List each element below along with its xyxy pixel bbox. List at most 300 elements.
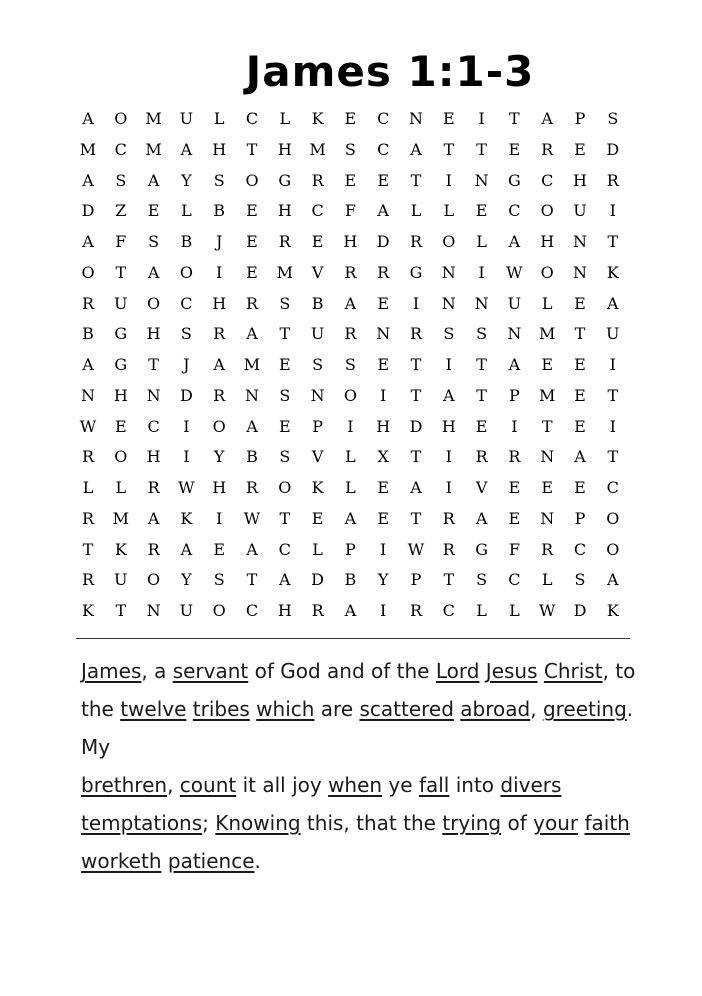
grid-letter[interactable]: E xyxy=(508,478,521,497)
grid-letter[interactable]: L xyxy=(476,232,487,251)
grid-letter[interactable]: O xyxy=(114,447,128,467)
grid-letter[interactable]: C xyxy=(180,293,193,313)
grid-letter[interactable]: P xyxy=(574,109,586,128)
grid-letter[interactable]: S xyxy=(344,139,356,159)
grid-letter[interactable]: M xyxy=(276,262,293,282)
grid-letter[interactable]: E xyxy=(311,232,324,251)
grid-letter[interactable]: S xyxy=(279,385,291,405)
grid-letter[interactable]: T xyxy=(279,324,291,344)
grid-letter[interactable]: B xyxy=(344,570,357,590)
grid-letter[interactable]: S xyxy=(574,570,586,590)
grid-letter[interactable]: L xyxy=(410,201,422,221)
grid-letter[interactable]: Y xyxy=(181,570,192,590)
grid-letter[interactable]: C xyxy=(442,601,455,620)
grid-letter[interactable]: N xyxy=(245,385,259,405)
grid-letter[interactable]: A xyxy=(410,139,422,159)
grid-letter[interactable]: D xyxy=(179,385,193,405)
grid-letter[interactable]: B xyxy=(213,201,226,221)
grid-letter[interactable]: G xyxy=(508,170,521,190)
grid-letter[interactable]: N xyxy=(573,232,587,251)
passage-text: . xyxy=(254,849,261,873)
grid-letter[interactable]: S xyxy=(443,324,455,344)
grid-letter[interactable]: E xyxy=(475,201,488,221)
grid-letter[interactable]: R xyxy=(278,232,291,251)
grid-letter[interactable]: J xyxy=(215,232,223,251)
grid-letter[interactable]: S xyxy=(213,170,225,190)
grid-letter[interactable]: E xyxy=(574,385,586,405)
grid-letter[interactable]: D xyxy=(311,570,324,590)
grid-letter[interactable]: E xyxy=(246,232,258,251)
grid-letter[interactable]: R xyxy=(409,601,423,620)
grid-letter[interactable]: N xyxy=(540,508,555,528)
grid-letter[interactable]: N xyxy=(573,262,587,282)
grid-letter[interactable]: F xyxy=(115,232,127,251)
grid-letter[interactable]: N xyxy=(81,385,95,405)
grid-letter[interactable]: S xyxy=(312,355,324,374)
grid-letter[interactable]: X xyxy=(377,447,389,467)
grid-letter[interactable]: Y xyxy=(213,447,225,467)
grid-letter[interactable]: D xyxy=(409,416,423,436)
grid-letter[interactable]: L xyxy=(115,478,127,497)
grid-letter[interactable]: D xyxy=(376,232,390,251)
grid-letter[interactable]: R xyxy=(344,262,357,282)
grid-letter[interactable]: S xyxy=(607,109,619,128)
grid-letter[interactable]: E xyxy=(574,293,586,313)
grid-letter[interactable]: A xyxy=(213,355,225,374)
grid-letter[interactable]: E xyxy=(213,539,226,559)
grid-letter[interactable]: E xyxy=(377,508,390,528)
grid-letter[interactable]: H xyxy=(212,139,227,159)
grid-letter[interactable]: E xyxy=(246,262,258,282)
grid-letter[interactable]: N xyxy=(540,447,555,467)
grid-letter[interactable]: A xyxy=(607,293,619,313)
grid-letter[interactable]: L xyxy=(279,109,291,128)
grid-letter[interactable]: I xyxy=(478,262,485,282)
grid-letter[interactable]: S xyxy=(344,355,356,374)
grid-letter[interactable]: R xyxy=(508,447,521,467)
grid-letter[interactable]: O xyxy=(147,293,161,313)
grid-letter[interactable]: U xyxy=(606,324,620,344)
grid-letter[interactable]: K xyxy=(311,478,324,497)
grid-letter[interactable]: A xyxy=(246,324,258,344)
grid-letter[interactable]: K xyxy=(311,109,324,128)
grid-letter[interactable]: E xyxy=(377,478,390,497)
grid-letter[interactable]: A xyxy=(443,385,455,405)
grid-letter[interactable]: G xyxy=(475,539,488,559)
grid-letter[interactable]: N xyxy=(409,109,423,128)
grid-letter[interactable]: C xyxy=(573,539,587,559)
grid-letter[interactable]: C xyxy=(377,139,390,159)
grid-letter[interactable]: T xyxy=(607,232,619,251)
grid-letter[interactable]: E xyxy=(574,139,586,159)
grid-letter[interactable]: D xyxy=(573,601,587,620)
grid-letter[interactable]: N xyxy=(310,385,325,405)
grid-letter[interactable]: U xyxy=(507,293,522,313)
grid-letter[interactable]: L xyxy=(82,478,94,497)
grid-letter[interactable]: A xyxy=(82,109,94,128)
grid-letter[interactable]: C xyxy=(245,109,259,128)
grid-letter[interactable]: S xyxy=(148,232,160,251)
grid-row xyxy=(72,319,632,349)
grid-letter[interactable]: F xyxy=(344,201,356,221)
grid-letter[interactable]: A xyxy=(475,508,488,528)
grid-letter[interactable]: I xyxy=(380,385,387,405)
grid-letter[interactable]: A xyxy=(607,570,619,590)
grid-letter[interactable]: O xyxy=(212,416,226,436)
grid-letter[interactable]: L xyxy=(509,601,520,620)
grid-letter[interactable]: O xyxy=(606,508,620,528)
grid-letter[interactable]: T xyxy=(607,447,619,467)
grid-letter[interactable]: C xyxy=(606,478,619,497)
grid-letter[interactable]: O xyxy=(540,201,554,221)
grid-letter[interactable]: A xyxy=(344,293,357,313)
passage-text: , a xyxy=(141,659,173,683)
grid-letter[interactable]: Y xyxy=(377,570,389,590)
grid-letter[interactable]: A xyxy=(344,508,357,528)
grid-letter[interactable]: N xyxy=(441,293,456,313)
grid-letter[interactable]: N xyxy=(441,262,456,282)
grid-letter[interactable]: C xyxy=(311,201,324,221)
grid-letter[interactable]: O xyxy=(245,170,259,190)
grid-letter[interactable]: H xyxy=(573,170,587,190)
grid-letter[interactable]: U xyxy=(114,570,128,590)
grid-letter[interactable]: R xyxy=(81,570,95,590)
grid-letter[interactable]: M xyxy=(538,324,556,344)
grid-letter[interactable]: G xyxy=(409,262,423,282)
grid-letter[interactable]: O xyxy=(442,232,456,251)
grid-letter[interactable]: P xyxy=(410,570,422,590)
grid-letter[interactable]: R xyxy=(344,324,357,344)
search-word: James xyxy=(81,659,142,683)
grid-letter[interactable]: A xyxy=(344,601,357,620)
grid-letter[interactable]: R xyxy=(442,508,455,528)
grid-letter[interactable]: R xyxy=(245,478,259,497)
grid-letter[interactable]: S xyxy=(279,447,291,467)
grid-letter[interactable]: R xyxy=(81,293,95,313)
grid-letter[interactable]: A xyxy=(541,109,553,128)
grid-letter[interactable]: N xyxy=(146,385,161,405)
grid-letter[interactable]: W xyxy=(79,416,97,436)
grid-letter[interactable]: R xyxy=(541,139,554,159)
grid-letter[interactable]: K xyxy=(82,601,94,620)
grid-letter[interactable]: L xyxy=(541,570,553,590)
grid-letter[interactable]: K xyxy=(114,539,127,559)
grid-letter[interactable]: A xyxy=(147,508,160,528)
grid-letter[interactable]: C xyxy=(278,539,291,559)
grid-letter[interactable]: T xyxy=(246,139,258,159)
grid-letter[interactable]: I xyxy=(380,539,387,559)
grid-letter[interactable]: O xyxy=(81,262,95,282)
grid-letter[interactable]: I xyxy=(445,170,452,190)
grid-letter[interactable]: H xyxy=(376,416,391,436)
grid-letter[interactable]: T xyxy=(476,139,487,159)
grid-letter[interactable]: A xyxy=(410,478,422,497)
grid-letter[interactable]: T xyxy=(410,385,422,405)
grid-letter[interactable]: I xyxy=(511,416,518,436)
grid-letter[interactable]: E xyxy=(541,478,554,497)
grid-letter[interactable]: S xyxy=(115,170,127,190)
grid-letter[interactable]: P xyxy=(574,508,586,528)
grid-letter[interactable]: I xyxy=(216,508,223,528)
grid-letter[interactable]: R xyxy=(213,324,226,344)
grid-letter[interactable]: O xyxy=(278,478,292,497)
grid-letter[interactable]: A xyxy=(574,447,586,467)
grid-letter[interactable]: U xyxy=(179,601,194,620)
grid-letter[interactable]: U xyxy=(573,201,587,221)
grid-letter[interactable]: M xyxy=(145,139,162,159)
grid-letter[interactable]: P xyxy=(345,539,356,559)
grid-letter[interactable]: T xyxy=(476,385,487,405)
grid-letter[interactable]: I xyxy=(380,601,387,620)
grid-letter[interactable]: C xyxy=(541,170,554,190)
grid-letter[interactable]: E xyxy=(508,508,521,528)
grid-letter[interactable]: E xyxy=(574,478,586,497)
grid-letter[interactable]: H xyxy=(113,385,128,405)
grid-letter[interactable]: I xyxy=(216,262,223,282)
grid-letter[interactable]: F xyxy=(508,539,520,559)
grid-letter[interactable]: S xyxy=(213,570,225,590)
grid-letter[interactable]: R xyxy=(147,478,160,497)
grid-letter[interactable]: M xyxy=(243,355,261,374)
grid-letter[interactable]: H xyxy=(540,232,555,251)
grid-letter[interactable]: A xyxy=(82,355,94,374)
grid-letter[interactable]: A xyxy=(180,139,193,159)
grid-letter[interactable]: G xyxy=(278,170,292,190)
grid-letter[interactable]: R xyxy=(606,170,619,190)
grid-letter[interactable]: M xyxy=(309,139,326,159)
grid-letter[interactable]: R xyxy=(311,601,324,620)
grid-letter[interactable]: S xyxy=(180,324,192,344)
grid-letter[interactable]: A xyxy=(82,232,94,251)
grid-letter[interactable]: E xyxy=(278,355,291,374)
grid-letter[interactable]: O xyxy=(343,385,357,405)
grid-letter[interactable]: W xyxy=(178,478,195,497)
grid-letter[interactable]: R xyxy=(213,385,226,405)
passage-text: of God and of the xyxy=(248,659,436,683)
grid-letter[interactable]: E xyxy=(246,201,258,221)
grid-letter[interactable]: W xyxy=(506,262,523,282)
grid-letter[interactable]: D xyxy=(606,139,620,159)
grid-letter[interactable]: E xyxy=(278,416,291,436)
grid-letter[interactable]: H xyxy=(212,478,227,497)
grid-letter[interactable]: E xyxy=(344,170,357,190)
grid-row xyxy=(72,289,632,319)
grid-letter[interactable]: T xyxy=(443,570,455,590)
grid-letter[interactable]: M xyxy=(112,508,129,528)
grid-letter[interactable]: A xyxy=(180,539,193,559)
grid-letter[interactable]: T xyxy=(410,508,422,528)
grid-letter[interactable]: A xyxy=(246,539,258,559)
grid-letter[interactable]: K xyxy=(180,508,193,528)
grid-letter[interactable]: O xyxy=(606,539,620,559)
grid-letter[interactable]: C xyxy=(508,570,521,590)
grid-letter[interactable]: L xyxy=(541,293,553,313)
grid-letter[interactable]: H xyxy=(212,293,227,313)
grid-letter[interactable]: C xyxy=(377,109,390,128)
grid-letter[interactable]: N xyxy=(146,601,161,620)
grid-letter[interactable]: V xyxy=(311,262,324,282)
grid-letter[interactable]: B xyxy=(82,324,94,344)
grid-letter[interactable]: C xyxy=(114,139,127,159)
grid-letter[interactable]: I xyxy=(478,109,485,128)
grid-letter[interactable]: I xyxy=(412,293,420,313)
grid-letter[interactable]: K xyxy=(606,601,619,620)
grid-letter[interactable]: E xyxy=(574,416,586,436)
grid-letter[interactable]: R xyxy=(81,508,95,528)
grid-letter[interactable]: T xyxy=(246,570,258,590)
grid-letter[interactable]: W xyxy=(243,508,261,528)
grid-letter[interactable]: H xyxy=(441,416,456,436)
grid-letter[interactable]: T xyxy=(115,262,127,282)
grid-letter[interactable]: H xyxy=(146,324,161,344)
grid-letter[interactable]: I xyxy=(609,416,616,436)
grid-letter[interactable]: T xyxy=(476,355,487,374)
grid-letter[interactable]: E xyxy=(377,355,390,374)
search-word: brethren xyxy=(81,773,168,797)
grid-letter[interactable]: M xyxy=(538,385,556,405)
grid-letter[interactable]: L xyxy=(312,539,323,559)
grid-letter[interactable]: N xyxy=(474,293,489,313)
grid-letter[interactable]: S xyxy=(476,324,488,344)
grid-letter[interactable]: V xyxy=(475,478,488,497)
grid-letter[interactable]: P xyxy=(509,385,520,405)
grid-letter[interactable]: N xyxy=(507,324,522,344)
grid-letter[interactable]: T xyxy=(410,355,422,374)
grid-letter[interactable]: E xyxy=(574,355,586,374)
grid-letter[interactable]: T xyxy=(82,539,94,559)
grid-letter[interactable]: R xyxy=(245,293,259,313)
grid-letter[interactable]: E xyxy=(508,139,521,159)
grid-letter[interactable]: O xyxy=(179,262,193,282)
grid-letter[interactable]: R xyxy=(311,170,324,190)
grid-letter[interactable]: T xyxy=(115,601,127,620)
grid-letter[interactable]: A xyxy=(279,570,291,590)
grid-letter[interactable]: L xyxy=(443,201,455,221)
grid-letter[interactable]: N xyxy=(474,170,489,190)
grid-letter[interactable]: W xyxy=(407,539,425,559)
grid-letter[interactable]: J xyxy=(183,355,190,374)
grid-letter[interactable]: E xyxy=(344,109,357,128)
grid-letter[interactable]: L xyxy=(345,447,356,467)
grid-letter[interactable]: P xyxy=(312,416,323,436)
grid-letter[interactable]: L xyxy=(476,601,487,620)
grid-letter[interactable]: O xyxy=(212,601,226,620)
search-word: Knowing xyxy=(215,811,301,835)
grid-letter[interactable]: L xyxy=(213,109,225,128)
grid-letter[interactable]: Y xyxy=(181,170,192,190)
grid-letter[interactable]: R xyxy=(541,539,554,559)
grid-letter[interactable]: B xyxy=(180,232,193,251)
grid-letter[interactable]: H xyxy=(343,232,358,251)
grid-letter[interactable]: R xyxy=(475,447,488,467)
grid-letter[interactable]: A xyxy=(82,170,94,190)
grid-letter[interactable]: T xyxy=(148,355,159,374)
grid-letter[interactable]: C xyxy=(147,416,160,436)
grid-letter[interactable]: E xyxy=(541,355,554,374)
grid-letter[interactable]: U xyxy=(179,109,194,128)
grid-letter[interactable]: H xyxy=(277,201,292,221)
grid-letter[interactable]: C xyxy=(245,601,259,620)
grid-letter[interactable]: D xyxy=(81,201,95,221)
grid-letter[interactable]: A xyxy=(147,170,160,190)
grid-letter[interactable]: T xyxy=(410,447,422,467)
grid-letter[interactable]: E xyxy=(311,508,324,528)
grid-letter[interactable]: E xyxy=(147,201,160,221)
grid-letter[interactable]: K xyxy=(606,262,619,282)
grid-letter[interactable]: B xyxy=(311,293,324,313)
grid-letter[interactable]: A xyxy=(508,232,521,251)
grid-letter[interactable]: A xyxy=(508,355,521,374)
word-search-grid[interactable] xyxy=(72,104,632,624)
grid-letter[interactable]: R xyxy=(442,539,455,559)
grid-letter[interactable]: M xyxy=(79,139,97,159)
grid-letter[interactable]: S xyxy=(476,570,488,590)
grid-letter[interactable]: I xyxy=(183,416,190,436)
grid-letter[interactable]: A xyxy=(246,416,258,436)
grid-letter[interactable]: R xyxy=(81,447,95,467)
grid-letter[interactable]: T xyxy=(443,139,455,159)
grid-letter[interactable]: T xyxy=(279,508,291,528)
grid-letter[interactable]: I xyxy=(445,355,452,374)
grid-letter[interactable]: U xyxy=(114,293,128,313)
grid-letter[interactable]: I xyxy=(445,447,452,467)
grid-letter[interactable]: R xyxy=(147,539,160,559)
grid-letter[interactable]: E xyxy=(377,293,390,313)
grid-letter[interactable]: C xyxy=(508,201,521,221)
grid-letter[interactable]: L xyxy=(181,201,192,221)
grid-letter[interactable]: I xyxy=(609,355,616,374)
grid-letter[interactable]: T xyxy=(574,324,586,344)
grid-letter[interactable]: G xyxy=(114,324,128,344)
grid-letter[interactable]: I xyxy=(445,478,452,497)
grid-letter[interactable]: I xyxy=(609,201,616,221)
grid-letter[interactable]: I xyxy=(183,447,190,467)
grid-letter[interactable]: L xyxy=(345,478,356,497)
grid-letter[interactable]: N xyxy=(376,324,391,344)
grid-letter[interactable]: E xyxy=(442,109,455,128)
grid-letter[interactable]: T xyxy=(541,416,553,436)
grid-letter[interactable]: R xyxy=(377,262,390,282)
grid-letter[interactable]: T xyxy=(607,385,619,405)
grid-letter[interactable]: E xyxy=(377,170,390,190)
grid-letter[interactable]: O xyxy=(147,570,161,590)
grid-letter[interactable]: B xyxy=(246,447,258,467)
grid-letter[interactable]: W xyxy=(538,601,556,620)
grid-letter[interactable]: H xyxy=(277,139,292,159)
grid-letter[interactable]: E xyxy=(114,416,127,436)
grid-letter[interactable]: U xyxy=(310,324,325,344)
grid-letter[interactable]: Z xyxy=(115,201,127,221)
grid-letter[interactable]: R xyxy=(409,232,423,251)
grid-letter[interactable]: A xyxy=(377,201,389,221)
passage-text: ; xyxy=(202,811,216,835)
grid-letter[interactable]: V xyxy=(311,447,324,467)
grid-letter[interactable]: T xyxy=(410,170,422,190)
grid-letter[interactable]: A xyxy=(147,262,160,282)
grid-letter[interactable]: T xyxy=(509,109,520,128)
grid-letter[interactable]: H xyxy=(277,601,292,620)
grid-letter[interactable]: H xyxy=(146,447,161,467)
grid-letter[interactable]: E xyxy=(475,416,488,436)
grid-letter[interactable]: S xyxy=(279,293,291,313)
grid-letter[interactable]: O xyxy=(114,109,128,128)
grid-letter[interactable]: M xyxy=(145,109,162,128)
grid-letter[interactable]: O xyxy=(540,262,554,282)
grid-letter[interactable]: R xyxy=(409,324,423,344)
grid-letter[interactable]: G xyxy=(114,355,128,374)
search-word: when xyxy=(328,773,383,797)
grid-letter[interactable]: I xyxy=(347,416,354,436)
